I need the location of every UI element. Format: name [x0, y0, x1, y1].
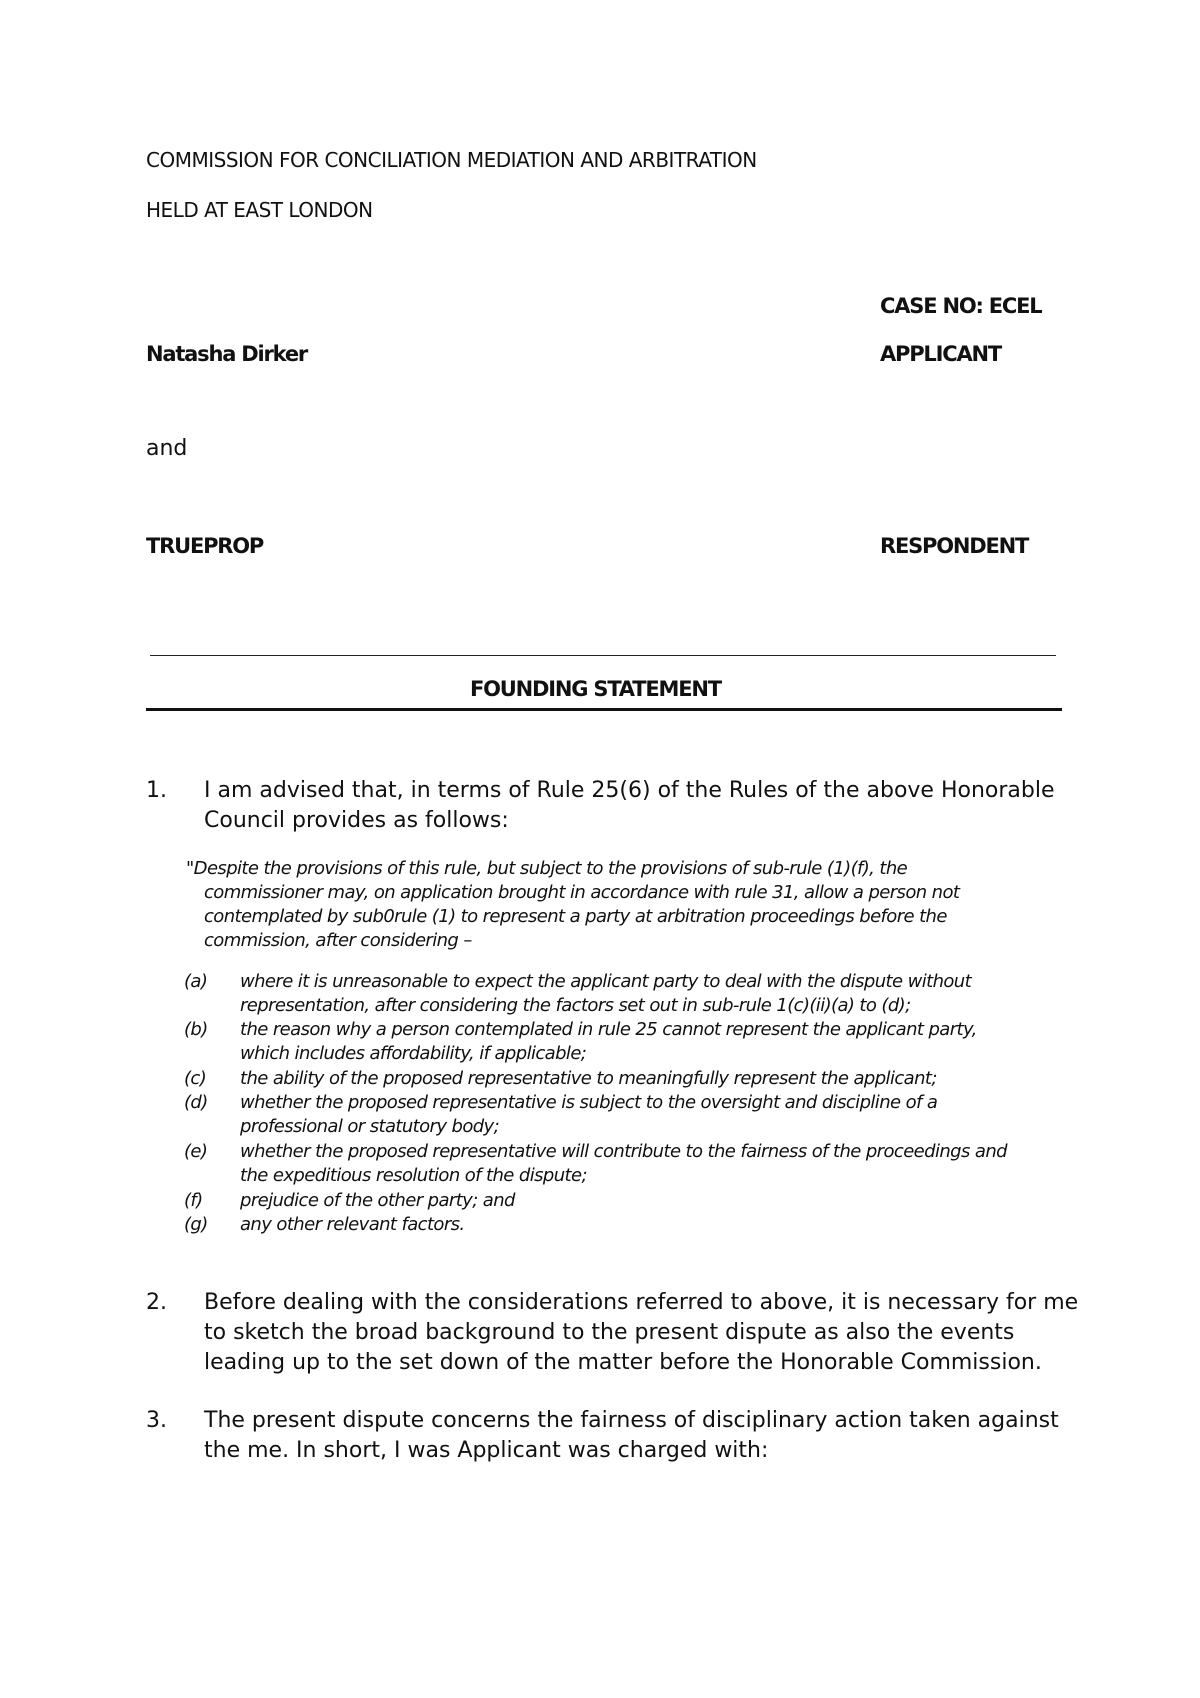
list-item-text: any other relevant factors.	[240, 1214, 465, 1235]
paragraph-line: I am advised that, in terms of Rule 25(6) of the Rules of the above Honorable	[204, 778, 1055, 803]
quote-line: "Despite the provisions of this rule, but subject to the provisions of sub-rule (1)(f), the	[186, 858, 908, 879]
list-item-text: whether the proposed representative will contribute to the fairness of the proceedings and	[240, 1141, 1007, 1162]
applicant-name: Natasha Dirker	[146, 342, 308, 366]
paragraph-line: the me. In short, I was Applicant was charged with:	[204, 1438, 769, 1463]
list-item-text: professional or statutory body;	[240, 1116, 500, 1137]
paragraph-line: Before dealing with the considerations referred to above, it is necessary for me	[204, 1290, 1079, 1315]
list-item-label: (a)	[184, 971, 208, 992]
paragraph-line: The present dispute concerns the fairness of disciplinary action taken against	[204, 1408, 1059, 1433]
respondent-name: TRUEPROP	[146, 534, 264, 558]
commission-heading: COMMISSION FOR CONCILIATION MEDIATION AND ARBITRATION	[146, 148, 757, 172]
list-item-label: (c)	[184, 1068, 207, 1089]
list-item-text: the reason why a person contemplated in rule 25 cannot represent the applicant party,	[240, 1019, 977, 1040]
respondent-role: RESPONDENT	[880, 534, 1029, 558]
paragraph-line: Council provides as follows:	[204, 808, 509, 833]
list-item-text: where it is unreasonable to expect the applicant party to deal with the dispute without	[240, 971, 972, 992]
list-item-label: (e)	[184, 1141, 208, 1162]
list-item-text: the ability of the proposed representative to meaningfully represent the applicant;	[240, 1068, 937, 1089]
list-item-text: prejudice of the other party; and	[240, 1190, 515, 1211]
quote-line: contemplated by sub0rule (1) to represent a party at arbitration proceedings before the	[204, 906, 947, 927]
applicant-role: APPLICANT	[880, 342, 1001, 366]
paragraph-line: to sketch the broad background to the present dispute as also the events	[204, 1320, 1015, 1345]
list-item-text: the expeditious resolution of the dispute;	[240, 1165, 587, 1186]
list-item-label: (g)	[184, 1214, 208, 1235]
and-connector: and	[146, 436, 188, 461]
paragraph-line: leading up to the set down of the matter before the Honorable Commission.	[204, 1350, 1042, 1375]
list-item-text: representation, after considering the factors set out in sub-rule 1(c)(ii)(a) to (d);	[240, 995, 911, 1016]
list-item-label: (f)	[184, 1190, 203, 1211]
quote-line: commission, after considering –	[204, 930, 472, 951]
list-item-text: whether the proposed representative is subject to the oversight and discipline of a	[240, 1092, 938, 1113]
paragraph-number: 3.	[146, 1408, 167, 1433]
document-title: FOUNDING STATEMENT	[470, 677, 721, 701]
list-item-label: (b)	[184, 1019, 208, 1040]
title-underline	[146, 708, 1062, 711]
paragraph-number: 2.	[146, 1290, 167, 1315]
paragraph-number: 1.	[146, 778, 167, 803]
venue-heading: HELD AT EAST LONDON	[146, 198, 373, 222]
list-item-label: (d)	[184, 1092, 208, 1113]
list-item-text: which includes affordability, if applicable;	[240, 1043, 587, 1064]
separator-line	[150, 655, 1056, 656]
case-number: CASE NO: ECEL	[880, 294, 1042, 318]
quote-line: commissioner may, on application brought in accordance with rule 31, allow a person not	[204, 882, 960, 903]
